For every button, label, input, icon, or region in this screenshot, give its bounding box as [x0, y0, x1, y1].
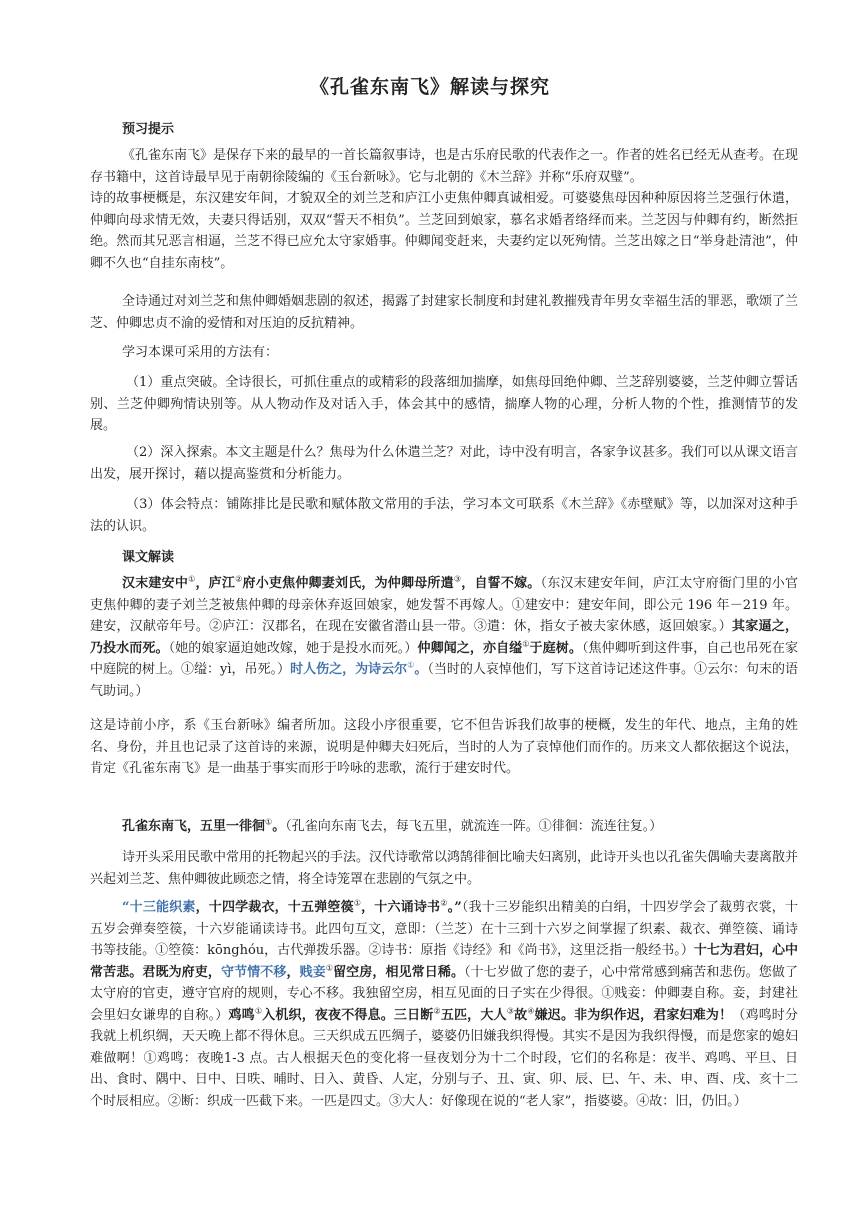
highlighted-original-text: 守节情不移 [220, 964, 287, 980]
method-item-1: （1）重点突破。全诗很长，可抓住重点的或精彩的段落细加揣摩，如焦母回绝仲卿、兰芝辞别婆婆，兰芝仲卿立誓话别、兰芝仲卿殉情诀别等。从人物动作及对话入手，体会其中的感情，揣摩人物的心理，分析人物的个性，推测情节的发展。 [90, 375, 798, 433]
footnote-mark: ② [440, 898, 448, 908]
original-text: 。” [447, 900, 462, 915]
annotation-text: （我十三岁能织出精美的白绢，十四岁学会了裁剪衣裳，十五岁会弹奏箜篌，十六岁能诵读诗书。此四句互文，意即：（兰芝）在十三到十六岁之间掌握了织素、裁衣、弹箜篌、诵诗书等技能。①箜篌：kōnghóu，古代弹拨乐器。②诗书：原指《诗经》和《尚书》，这里泛指一般经书。） [90, 900, 798, 958]
annotation-text: （鸡鸣时分我就上机织绸，天天晚上都不得休息。三天织成五匹绸子，婆婆仍旧嫌我织得慢。其实不是因为我织得慢，而是您家的媳妇难做啊！①鸡鸣：夜晚1-3 点。古人根据天色的变化将一昼夜划分为十二个时段，它们的名称是：夜半、鸡鸣、平旦、日出、食时、隅中、日中、日昳、晡时、日入、黄昏、人定，分别与子、丑、寅、卯、辰、巳、午、未、申、酉、戌、亥十二个时辰相应。②断：织成一匹截下来。一匹是四丈。③大人：好像现在说的“老人家”，指婆婆。④故：旧，仍旧。） [90, 1007, 798, 1109]
original-text: 入机织，夜夜不得息。三日断 [262, 1007, 434, 1023]
paragraph-synopsis: 诗的故事梗概是，东汉建安年间，才貌双全的刘兰芝和庐江小吏焦仲卿真诚相爱。可婆婆焦母因种种原因将兰芝强行休遣，仲卿向母求情无效，夫妻只得话别，双双“誓天不相负”。兰芝回到娘家，慕名求婚者络绎而来。兰芝因与仲卿有约，断然拒绝。然而其兄恶言相逼，兰芝不得已应允太守家婚事。仲卿闻变赶来，夫妻约定以死殉情。兰芝出嫁之日“举身赴清池”，仲卿不久也“自挂东南枝”。 [90, 191, 798, 271]
paragraph-opening-commentary: 诗开头采用民歌中常用的托物起兴的手法。汉代诗歌常以鸿鹄徘徊比喻夫妇离别，此诗开头也以孔雀失偶喻夫妻离散并兴起刘兰芝、焦仲卿彼此顾恋之情，将全诗笼罩在悲剧的气氛之中。 [90, 850, 799, 887]
footnote-mark: ② [235, 574, 243, 584]
section-heading-preview: 预习提示 [122, 122, 175, 137]
reading-block-lanzhi-speech [90, 897, 798, 1112]
original-text: 嫌迟。非为织作迟，君家妇难为！ [534, 1007, 733, 1023]
original-text: 故 [514, 1007, 528, 1023]
original-text: 于庭树。 [529, 640, 582, 656]
highlighted-original-text: “ [122, 900, 130, 915]
paragraph-intro: 《孔雀东南飞》是保存下来的最早的一首长篇叙事诗，也是古乐府民歌的代表作之一。作者的姓名已经无从查考。在现存书籍中，这首诗最早见于南朝徐陵编的《玉台新咏》。它与北朝的《木兰辞》并称“乐府双璧”。 [90, 148, 799, 185]
original-text: ，庐江 [195, 576, 236, 591]
annotation-text: （东汉末建安年间，庐江太守府衙门里的小官吏焦仲卿的妻子刘兰芝被焦仲卿的母亲休弃返回娘家，她发誓不再嫁人。①建安中：建安年间，即公元 196 年－219 年。建安，汉献帝年号。②庐江：汉郡名，在现在安徽省潜山县一带。③遣：休，指女子被夫家休感，返回娘家。） [90, 576, 798, 634]
annotation-text: （她的娘家逼迫她改嫁，她于是投水而死。） [168, 640, 418, 656]
original-text: ， [286, 964, 300, 980]
footnote-mark: ① [353, 898, 362, 908]
highlighted-original-text: 贱妾 [299, 964, 326, 980]
footnote-mark: ③ [453, 574, 462, 584]
method-item-3: （3）体会特点：铺陈排比是民歌和赋体散文常用的手法，学习本文可联系《木兰辞》《赤壁赋》等，以加深对这种手法的认识。 [90, 497, 798, 534]
highlighted-original-text: 时人伤之，为诗云尔 [290, 662, 408, 677]
highlighted-original-text: 十三能织素 [129, 900, 196, 915]
annotation-text: （十七岁做了您的妻子，心中常常感到痛苦和悲伤。您做了太守府的官吏，遵守官府的规则，专心不移。我独留空房，相互见面的日子实在少得很。①贱妾：仲卿妻自称。妾，封建社会里妇女谦卑的自称。） [90, 964, 798, 1023]
original-text: 鸡鸣 [228, 1007, 255, 1023]
original-text: 五匹，大人 [440, 1007, 507, 1023]
footnote-mark: ① [325, 963, 334, 973]
original-text: 仲卿闻之，亦自缢 [417, 640, 523, 656]
annotation-text: （当时的人哀悼他们，写下这首诗记述这件事。①云尔：句末的语气助词。） [90, 662, 798, 699]
footnote-mark: ③ [506, 1006, 515, 1016]
footnote-mark: ① [265, 817, 273, 827]
original-text: ，十四学裁衣，十五弹箜篌 [195, 900, 354, 915]
reading-block-opening [90, 816, 798, 838]
original-text: 十七为君妇，心中常苦悲。君既为府吏， [90, 943, 798, 980]
method-item-2: （2）深入探索。本文主题是什么？焦母为什么休遣兰芝？对此，诗中没有明言，各家争议甚多。我们可以从课文语言出发，展开探讨，藉以提高鉴赏和分析能力。 [90, 445, 798, 482]
highlighted-original-text: 。 [414, 662, 428, 677]
paragraph-preface-commentary: 这是诗前小序，系《玉台新咏》编者所加。这段小序很重要，它不但告诉我们故事的梗概，发生的年代、地点，主角的姓名、身份，并且也记录了这首诗的来源，说明是仲卿夫妇死后，当时的人为了哀悼他们而作的。历来文人都依据这个说法，肯定《孔雀东南飞》是一曲基于事实而形于吟咏的悲歌，流行于建安时代。 [90, 718, 798, 776]
original-text: 汉末建安中 [122, 576, 189, 591]
footnote-mark: ② [433, 1006, 441, 1016]
original-text: ，十六诵诗书 [361, 900, 441, 915]
document-title: 《孔雀东南飞》解读与探究 [309, 76, 550, 98]
original-text: 其家逼之，乃投水而死。 [90, 619, 798, 656]
footnote-mark: ① [254, 1006, 263, 1016]
footnote-mark: ① [407, 660, 415, 670]
footnote-mark: ① [188, 574, 196, 584]
original-text: 留空房，相见常日稀。 [333, 964, 465, 980]
paragraph-methods-intro: 学习本课可采用的方法有： [122, 345, 279, 360]
original-text: 。 [272, 819, 286, 834]
annotation-text: （焦仲卿听到这件事，自己也吊死在家中庭院的树上。①缢：yì，吊死。） [90, 640, 798, 677]
paragraph-theme: 全诗通过对刘兰芝和焦仲卿婚姻悲剧的叙述，揭露了封建家长制度和封建礼教摧残青年男女幸福生活的罪恶，歌颂了兰芝、仲卿忠贞不渝的爱情和对压迫的反抗精神。 [90, 294, 799, 331]
section-heading-reading: 课文解读 [122, 550, 175, 565]
original-text: 孔雀东南飞，五里一徘徊 [122, 819, 266, 834]
original-text: 府小吏焦仲卿妻刘氏，为仲卿母所遣 [242, 576, 454, 591]
footnote-mark: ① [522, 639, 530, 649]
reading-block-preface [90, 573, 798, 702]
annotation-text: （孔雀向东南飞去，每飞五里，就流连一阵。①徘徊：流连往复。） [285, 819, 663, 834]
footnote-mark: ④ [527, 1006, 535, 1016]
original-text: ，自誓不嫁。 [461, 576, 541, 591]
